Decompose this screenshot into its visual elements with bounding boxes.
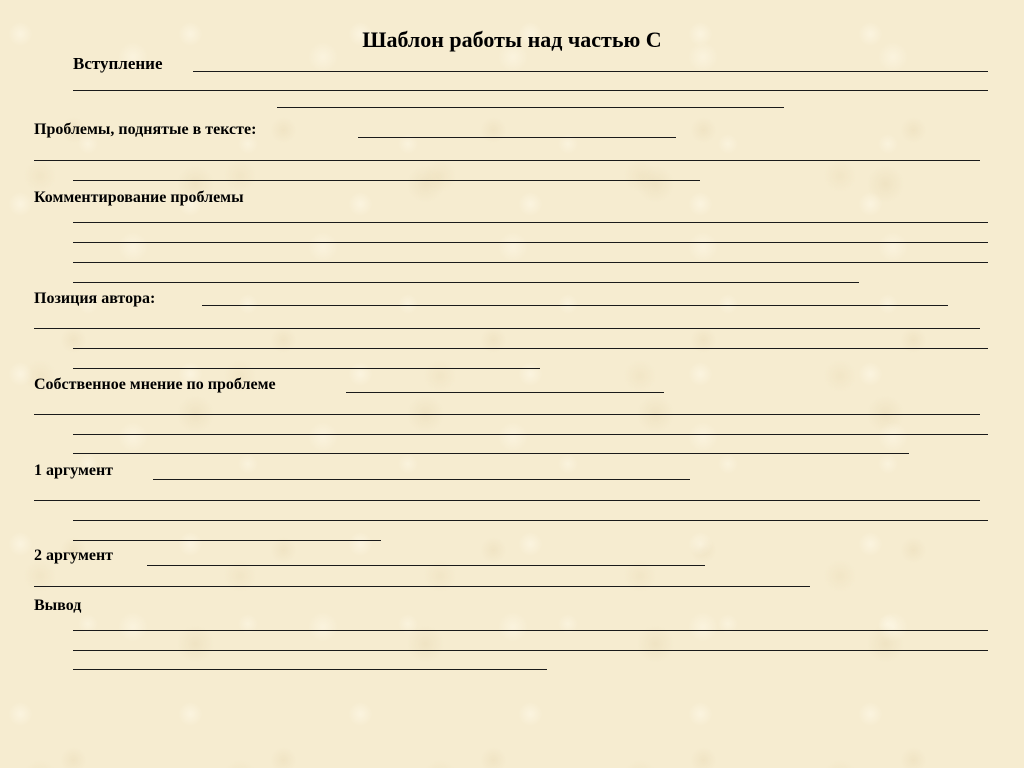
page-title: Шаблон работы над частью С [362,27,662,52]
blank-line [73,180,700,181]
blank-line [358,137,676,138]
blank-line [346,392,664,393]
commentary-label: Комментирование проблемы [34,189,244,206]
blank-line [73,520,988,521]
blank-line [73,242,988,243]
blank-line [193,71,988,72]
blank-line [202,305,948,306]
argument-1-label: 1 аргумент [34,462,114,479]
blank-line [34,160,980,161]
blank-line [73,262,988,263]
blank-line [277,107,784,108]
argument-2-label: 2 аргумент [34,547,114,564]
conclusion-label: Вывод [34,597,82,614]
intro-label: Вступление [73,54,163,73]
blank-line [73,434,988,435]
blank-line [73,650,988,651]
author-position-label: Позиция автора: [34,290,156,307]
problems-label: Проблемы, поднятые в тексте: [34,121,257,138]
blank-line [73,630,988,631]
blank-line [153,479,690,480]
blank-line [73,90,988,91]
blank-line [34,500,980,501]
blank-line [147,565,705,566]
blank-line [34,414,980,415]
blank-line [73,540,381,541]
blank-line [34,328,980,329]
blank-line [73,453,909,454]
blank-line [73,282,859,283]
blank-line [34,586,810,587]
blank-line [73,222,988,223]
blank-line [73,348,988,349]
blank-line [73,669,547,670]
blank-line [73,368,540,369]
own-opinion-label: Собственное мнение по проблеме [34,376,276,393]
